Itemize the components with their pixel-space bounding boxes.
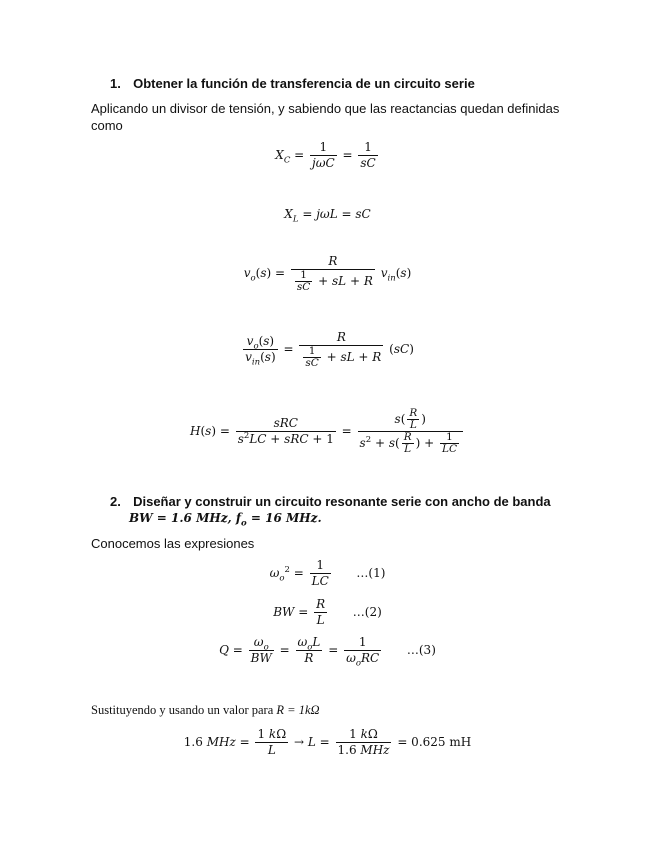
substitution-value: R = 1kΩ: [276, 703, 320, 717]
section-1-heading: [110, 76, 475, 91]
section-2-title: Diseñar y construir un circuito resonante serie con ancho de banda: [133, 494, 551, 509]
inductance-result: = 0.625 mH: [397, 735, 472, 749]
equation-xl: $X_L = j\omega L$ = sC: [284, 207, 371, 225]
equation-vo-over-vin: $\frac{v_o(s)}{v_{in}(s)}$ = R $\frac{1}{sC}$ + sL + R (sC): [245, 330, 414, 369]
substitution-text: [91, 703, 320, 718]
section-1-title: Obtener la función de transferencia de un circuito serie: [133, 76, 475, 91]
section-2-spec-sub: o: [241, 518, 247, 529]
section-2-heading: [110, 494, 551, 509]
equation-3-tag: …(3): [406, 643, 436, 657]
section-1-number: 1.: [110, 76, 121, 91]
equation-1-tag: …(1): [356, 566, 386, 580]
section-2-spec-end: = 16 MHz.: [246, 511, 322, 525]
section-2-spec-text: BW = 1.6 MHz, f: [129, 511, 242, 525]
equation-xc: $X_C$ = $\frac{1}{\text{jωC}}$ = $\frac{1}{sC}$: [275, 140, 376, 170]
section-2-number: 2.: [110, 494, 121, 509]
equation-3: Q = $\frac{\omega_o}{BW}$ = $\frac{\omega_oL}{R}$ = $\frac{1}{\omega_oRC}$ …(3): [219, 635, 436, 669]
equation-transfer-function: H(s) = $\frac{\text{sRC}}{s^2LC + sRC + 1}$ = s( $\frac{R}{L}$ ) $s^2 + s$( $\frac{R}{L}$ ) + $\frac{1}{LC}$: [0, 408, 655, 455]
substitution-label: Sustituyendo y usando un valor para: [91, 703, 277, 717]
equation-2: BW = $\frac{R}{L}$ …(2): [273, 597, 382, 627]
equation-vo: $v_o(s)$ = R $\frac{1}{sC}$ + sL + R $v_{in}(s)$: [243, 254, 412, 293]
section-1-intro-line-1: Aplicando un divisor de tensión, y sabiendo que las reactancias quedan definidas: [91, 101, 560, 116]
section-1-intro-line-2: como: [91, 118, 123, 133]
equation-1: $\omega_o^2$ = $\frac{1}{LC}$ …(1): [269, 558, 386, 588]
equation-inductance: 1.6 MHz = $\frac{1 k\Omega}{L}$ → L = $\frac{1 k\Omega}{\text{1.6 MHz}}$ = 0.625 mH: [183, 727, 472, 757]
expressions-text: Conocemos las expresiones: [91, 536, 255, 551]
section-2-spec: [129, 511, 322, 529]
equation-2-tag: …(2): [352, 605, 382, 619]
